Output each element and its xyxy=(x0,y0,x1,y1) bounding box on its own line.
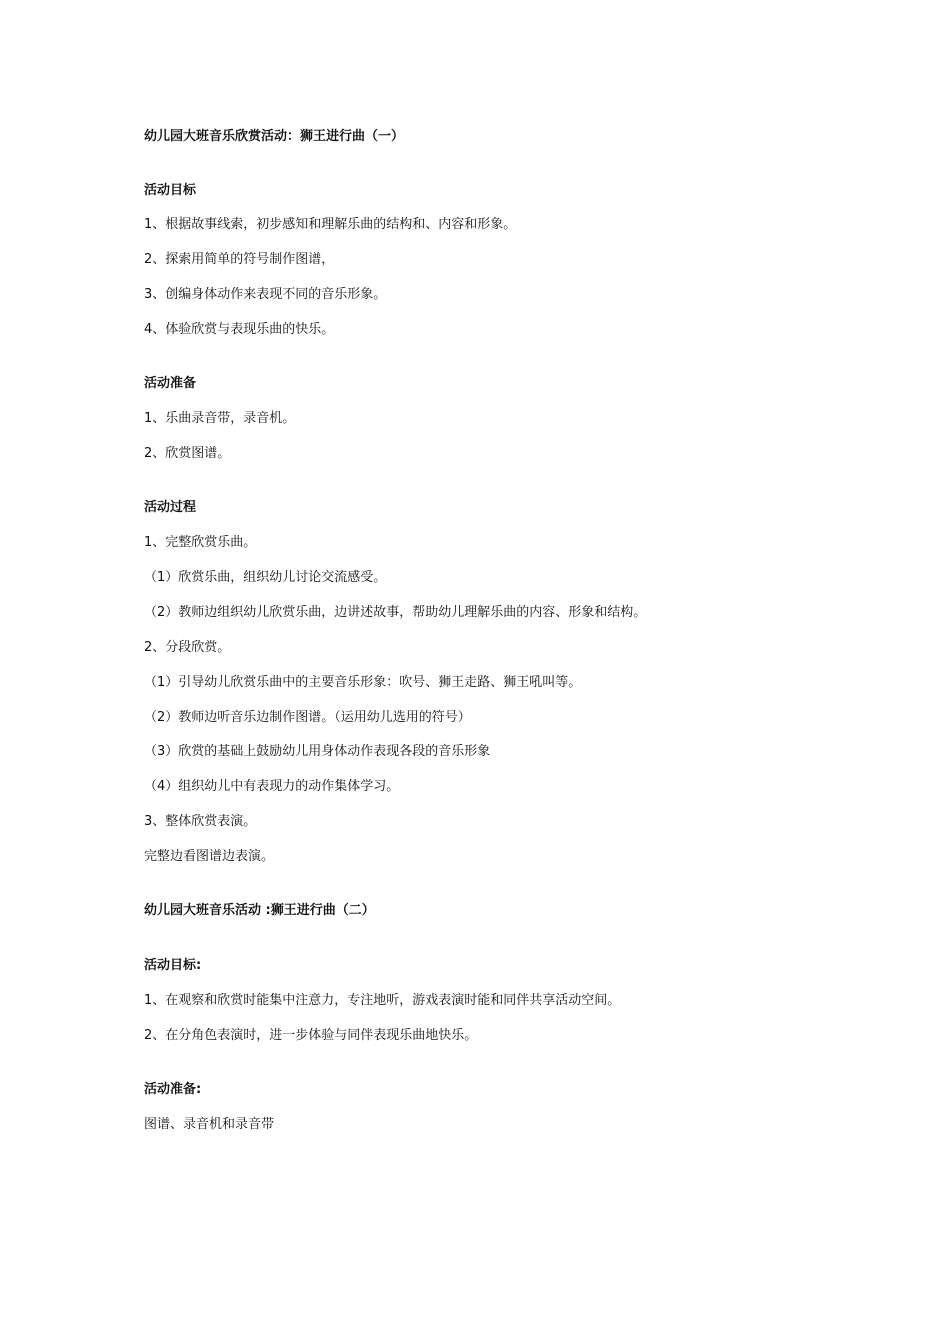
goal-item: 2、探索用简单的符号制作图谱， xyxy=(144,252,335,267)
section-heading-preparation-2: 活动准备: xyxy=(144,1082,202,1097)
goal-item: 2、在分角色表演时，进一步体验与同伴表现乐曲地快乐。 xyxy=(144,1028,478,1043)
process-item: 3、整体欣赏表演。 xyxy=(144,814,257,829)
document-title-part-1: 幼儿园大班音乐欣赏活动：狮王进行曲（一） xyxy=(144,129,405,144)
section-heading-goals: 活动目标 xyxy=(144,183,197,198)
process-item: （2）教师边听音乐边制作图谱。（运用幼儿选用的符号） xyxy=(144,710,471,725)
section-heading-goals-2: 活动目标: xyxy=(144,958,202,973)
process-item: （2）教师边组织幼儿欣赏乐曲，边讲述故事，帮助幼儿理解乐曲的内容、形象和结构。 xyxy=(144,605,647,620)
process-item: 1、完整欣赏乐曲。 xyxy=(144,535,257,550)
goal-item: 4、体验欣赏与表现乐曲的快乐。 xyxy=(144,322,335,337)
section-heading-preparation: 活动准备 xyxy=(144,376,197,391)
goal-item: 3、创编身体动作来表现不同的音乐形象。 xyxy=(144,287,387,302)
preparation-item: 图谱、录音机和录音带 xyxy=(144,1117,275,1132)
preparation-item: 2、欣赏图谱。 xyxy=(144,446,231,461)
process-item: 2、分段欣赏。 xyxy=(144,640,231,655)
process-item: （4）组织幼儿中有表现力的动作集体学习。 xyxy=(144,779,400,794)
goal-item: 1、根据故事线索，初步感知和理解乐曲的结构和、内容和形象。 xyxy=(144,217,517,232)
process-item: （3）欣赏的基础上鼓励幼儿用身体动作表现各段的音乐形象 xyxy=(144,744,491,759)
process-item: （1）欣赏乐曲，组织幼儿讨论交流感受。 xyxy=(144,570,387,585)
goal-item: 1、在观察和欣赏时能集中注意力，专注地听，游戏表演时能和同伴共享活动空间。 xyxy=(144,993,621,1008)
preparation-item: 1、乐曲录音带，录音机。 xyxy=(144,411,296,426)
process-item: 完整边看图谱边表演。 xyxy=(144,849,275,864)
process-item: （1）引导幼儿欣赏乐曲中的主要音乐形象：吹号、狮王走路、狮王吼叫等。 xyxy=(144,675,582,690)
section-heading-process: 活动过程 xyxy=(144,500,197,515)
document-title-part-2: 幼儿园大班音乐活动 :狮王进行曲（二） xyxy=(144,903,375,918)
